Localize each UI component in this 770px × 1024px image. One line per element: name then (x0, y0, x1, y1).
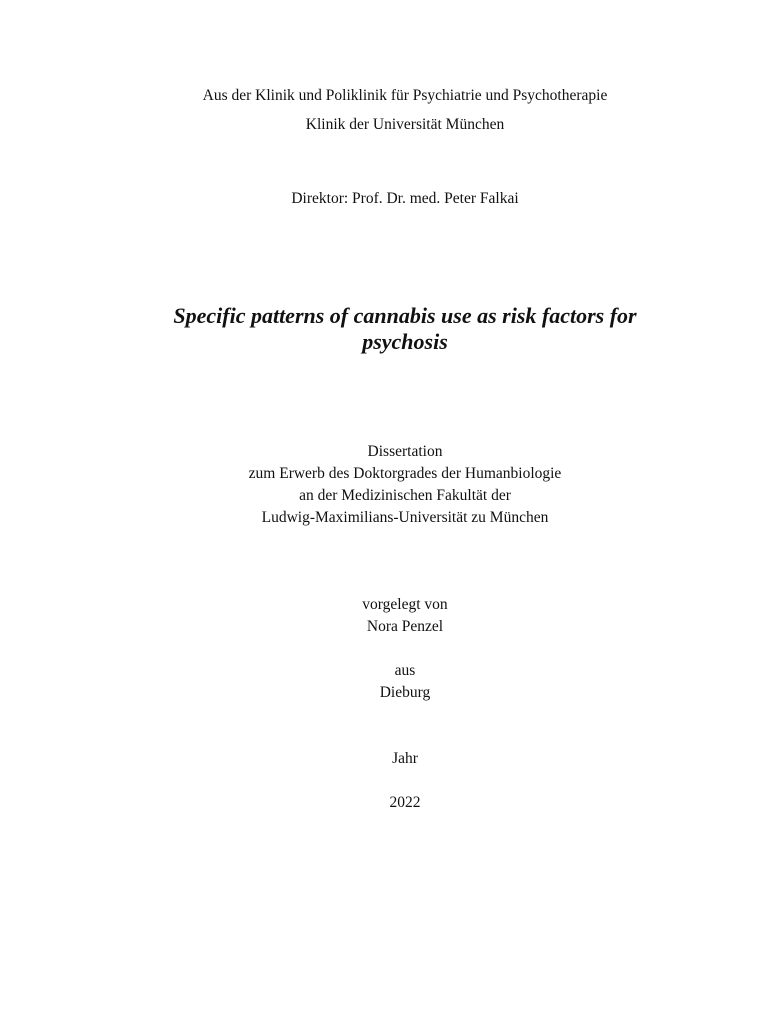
from-label: aus (394, 662, 416, 679)
director-line: Direktor: Prof. Dr. med. Peter Falkai (291, 190, 519, 207)
university-line: Ludwig-Maximilians-Universität zu München (261, 509, 549, 526)
author-name: Nora Penzel (366, 618, 444, 635)
degree-purpose-line: zum Erwerb des Doktorgrades der Humanbiologie (248, 465, 562, 482)
year-label: Jahr (392, 750, 418, 767)
author-hometown: Dieburg (379, 684, 431, 701)
thesis-title-line-1: Specific patterns of cannabis use as risk factors for (173, 303, 637, 328)
thesis-title-line-2: psychosis (362, 329, 448, 354)
clinic-line: Aus der Klinik und Poliklinik für Psychiatrie und Psychotherapie (202, 87, 608, 104)
presented-by-label: vorgelegt von (362, 596, 448, 613)
university-clinic-line: Klinik der Universität München (305, 116, 505, 133)
year-value: 2022 (389, 794, 421, 811)
faculty-line: an der Medizinischen Fakultät der (299, 487, 511, 504)
dissertation-label: Dissertation (367, 443, 443, 460)
